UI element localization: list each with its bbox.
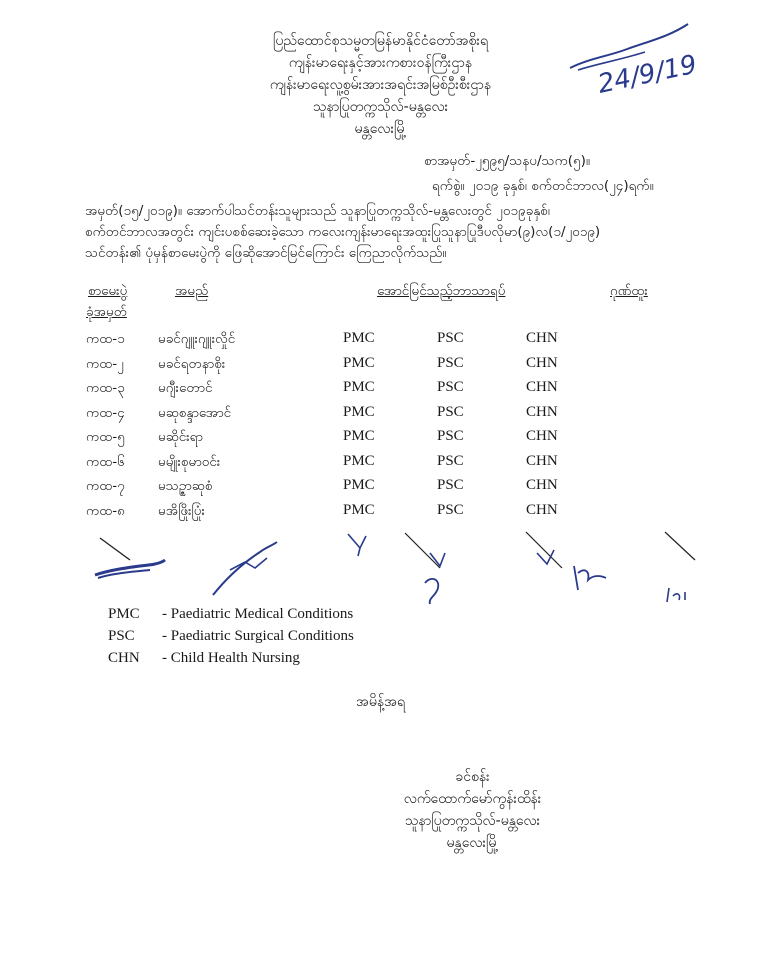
cell-name: မဆိုင်းရာ (158, 429, 203, 445)
cell-subject-psc: PSC (437, 428, 464, 444)
letter-date: ရက်စွဲ။ ၂၀၁၉ ခုနှစ်၊ စက်တင်ဘာလ(၂၄)ရက်။ (432, 178, 654, 194)
table-row (0, 379, 761, 403)
cell-subject-pmc: PMC (343, 452, 375, 469)
cell-name: မဆုစန္ဒာအောင် (158, 404, 232, 421)
cell-name: မဂျီးတောင် (158, 380, 213, 396)
cell-subject-psc: PSC (437, 477, 464, 493)
cell-subject-chn: CHN (526, 403, 558, 420)
table-row (0, 453, 761, 477)
header-line-government: ပြည်ထောင်စုသမ္မတမြန်မာနိုင်ငံတော်အစိုးရ (273, 33, 488, 49)
header-roll-no-line2: ခုံအမှတ် (86, 304, 127, 320)
body-line-1: အမှတ်(၁၅/၂၀၁၉)။ အောက်ပါသင်တန်းသူများသည် သူနာပြုတက္ကသိုလ်-မန္တလေးတွင် ၂၀၁၉ခုနှစ်၊ (85, 203, 550, 219)
signature-5 (522, 528, 612, 598)
table-row (0, 404, 761, 428)
body-line-2: စက်တင်ဘာလအတွင်း ကျင်းပစစ်ဆေးခဲ့သော ကလေးကျန်းမာရေးအထူးပြုသူနာပြုဒီပလိုမာ(၉)လ(၁/၂၀၁၉) (85, 224, 601, 240)
signatory-institution: သူနာပြုတက္ကသိုလ်-မန္တလေး (404, 813, 541, 829)
signature-6 (655, 530, 705, 610)
legend-item (108, 628, 354, 645)
cell-subject-psc: PSC (437, 354, 464, 371)
signature-3 (340, 528, 380, 558)
cell-name: မမျိုးစုမာဝင်း (158, 453, 221, 470)
header-line-department: ကျန်းမာရေးလူ့စွမ်းအားအရင်းအမြစ်ဦးစီးဌာန (269, 77, 492, 93)
cell-subject-chn: CHN (526, 354, 558, 371)
cell-subject-pmc: PMC (343, 330, 375, 346)
cell-name: မအိဖြိုးပြုံး (158, 502, 205, 519)
cell-name: မခင်ဂျူးဂျူးလှိုင် (158, 331, 236, 347)
signature-1 (90, 530, 170, 590)
body-line-3: သင်တန်း၏ ပုံမှန်စာမေးပွဲကို ဖြေဆိုအောင်မြင်ကြောင်း ကြေညာလိုက်သည်။ (85, 245, 447, 261)
header-roll-no: စာမေးပွဲ (88, 283, 128, 299)
cell-roll-no: ကထ-၁ (86, 331, 125, 347)
header-name: အမည် (175, 283, 209, 299)
signature-4 (400, 528, 470, 608)
header-line-university: သူနာပြုတက္ကသိုလ်-မန္တလေး (312, 99, 449, 115)
legend-item (108, 606, 353, 623)
legend-code: PSC (108, 628, 135, 644)
legend-code: CHN (108, 650, 140, 666)
cell-roll-no: ကထ-၂ (86, 355, 124, 372)
cell-name: မသဥ္ဇာဆုစံ (158, 478, 213, 494)
cell-roll-no: ကထ-၆ (86, 453, 125, 470)
cell-subject-pmc: PMC (343, 501, 375, 518)
table-row (0, 330, 761, 354)
cell-subject-psc: PSC (437, 403, 464, 420)
table-row (0, 502, 761, 526)
signatory-name: ခင်စန်း (455, 769, 490, 785)
cell-name: မခင်ရတနာစိုး (158, 355, 226, 372)
signatory-title: လက်ထောက်မော်ကွန်းထိန်း (403, 791, 542, 807)
cell-subject-chn: CHN (526, 501, 558, 518)
cell-subject-pmc: PMC (343, 403, 375, 420)
letter-number: စာအမှတ်-၂၅၉၅/သနပ/သက(၅)။ (424, 153, 590, 169)
legend-desc: - Paediatric Medical Conditions (162, 606, 354, 622)
signature-2 (205, 540, 295, 600)
svg-text:24/9/19: 24/9/19 (595, 49, 700, 100)
header-line-ministry: ကျန်းမာရေးနှင့်အားကစားဝန်ကြီးဌာန (288, 55, 473, 71)
cell-roll-no: ကထ-၅ (86, 429, 125, 445)
cell-roll-no: ကထ-၈ (86, 502, 125, 519)
header-passed-subjects: အောင်မြင်သည့်ဘာသာရပ် (377, 283, 506, 299)
cell-subject-psc: PSC (437, 330, 464, 346)
handwritten-date-note (560, 8, 710, 98)
cell-subject-pmc: PMC (343, 379, 375, 395)
cell-subject-chn: CHN (526, 379, 558, 395)
cell-subject-psc: PSC (437, 379, 464, 395)
signatory-city: မန္တလေးမြို့ (446, 835, 499, 851)
header-distinction: ဂုဏ်ထူး (610, 283, 648, 299)
cell-subject-psc: PSC (437, 501, 464, 518)
legend-desc: - Paediatric Surgical Conditions (162, 628, 354, 644)
cell-subject-pmc: PMC (343, 477, 375, 493)
table-row (0, 355, 761, 379)
cell-subject-psc: PSC (437, 452, 464, 469)
table-row (0, 428, 761, 452)
cell-subject-pmc: PMC (343, 354, 375, 371)
cell-roll-no: ကထ-၄ (86, 404, 125, 421)
cell-subject-chn: CHN (526, 428, 558, 444)
header-line-city: မန္တလေးမြို့ (354, 121, 407, 137)
cell-roll-no: ကထ-၃ (86, 380, 125, 396)
cell-roll-no: ကထ-၇ (86, 478, 125, 494)
legend-item (108, 650, 300, 667)
table-row (0, 477, 761, 501)
legend-desc: - Child Health Nursing (162, 650, 300, 666)
legend-code: PMC (108, 606, 140, 622)
cell-subject-chn: CHN (526, 330, 558, 346)
cell-subject-pmc: PMC (343, 428, 375, 444)
cell-subject-chn: CHN (526, 452, 558, 469)
order-label: အမိန့်အရ (356, 694, 405, 710)
cell-subject-chn: CHN (526, 477, 558, 493)
